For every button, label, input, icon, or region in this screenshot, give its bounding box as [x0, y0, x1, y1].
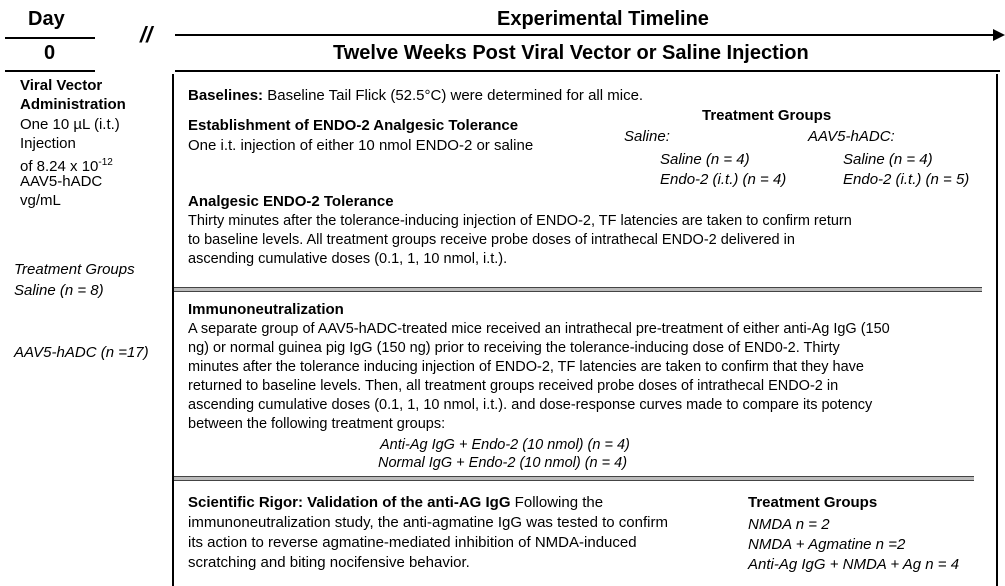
- s1-saline-item-2: Endo-2 (i.t.) (n = 4): [660, 171, 787, 188]
- section-divider-2: [174, 476, 974, 481]
- day-header: Day: [28, 8, 65, 30]
- baselines-text: Baseline Tail Flick (52.5°C) were determined for all mice.: [267, 87, 644, 104]
- left-heading-line-1: Viral Vector: [20, 77, 103, 94]
- left-treatment-label: Treatment Groups: [14, 261, 135, 278]
- tolerance-line-1: Thirty minutes after the tolerance-inducing injection of ENDO-2, TF latencies are taken to confirm return: [188, 213, 852, 229]
- header-underline: [175, 70, 1000, 72]
- s1-treatment-heading: Treatment Groups: [702, 107, 832, 124]
- left-aav-group: AAV5-hADC (n =17): [14, 344, 149, 361]
- left-heading-line-2: Administration: [20, 96, 126, 113]
- timeline-break-mark: //: [140, 22, 153, 47]
- immuno-heading: Immunoneutralization: [188, 301, 344, 318]
- timeline-title: Experimental Timeline: [497, 8, 709, 30]
- immuno-line-3: minutes after the tolerance inducing injection of ENDO-2, TF latencies are taken to confirm that they have: [188, 359, 864, 375]
- rigor-line-4: scratching and biting nocifensive behavior.: [188, 554, 470, 571]
- rigor-text-start: Following the: [510, 494, 604, 511]
- s3-group-1: NMDA n = 2: [748, 516, 830, 533]
- immuno-group-1: Anti-Ag IgG + Endo-2 (10 nmol) (n = 4): [380, 437, 630, 453]
- establishment-heading: Establishment of ENDO-2 Analgesic Tolerance: [188, 117, 519, 134]
- timeline-subtitle: Twelve Weeks Post Viral Vector or Saline Injection: [333, 42, 809, 64]
- left-body-line-1: One 10 µL (i.t.): [20, 116, 120, 133]
- s3-treatment-heading: Treatment Groups: [748, 494, 878, 511]
- establishment-text: One i.t. injection of either 10 nmol ENDO-2 or saline: [188, 137, 534, 154]
- rigor-line-3: its action to reverse agmatine-mediated inhibition of NMDA-induced: [188, 534, 637, 551]
- rigor-heading: Scientific Rigor: Validation of the anti-AG IgG: [188, 494, 511, 511]
- s3-group-2: NMDA + Agmatine n =2: [748, 536, 906, 553]
- left-body-line-4: AAV5-hADC: [20, 173, 103, 190]
- tolerance-heading: Analgesic ENDO-2 Tolerance: [188, 193, 394, 210]
- day-value: 0: [44, 42, 56, 64]
- left-body-line-2: Injection: [20, 135, 76, 152]
- immuno-group-2: Normal IgG + Endo-2 (10 nmol) (n = 4): [378, 455, 628, 471]
- section-divider-1: [174, 287, 982, 292]
- s1-aav-header: AAV5-hADC:: [808, 128, 895, 145]
- main-box-right-border: [996, 74, 998, 586]
- concentration-text: of 8.24 x 10: [20, 158, 99, 175]
- main-box-left-border: [172, 74, 174, 586]
- tolerance-line-2: to baseline levels. All treatment groups receive probe doses of intrathecal ENDO-2 delivered in: [188, 232, 795, 248]
- immuno-line-5: ascending cumulative doses (0.1, 1, 10 nmol, i.t.). and dose-response curves made to compare its potency: [188, 397, 873, 413]
- timeline-arrow: [175, 28, 1005, 42]
- s3-group-3: Anti-Ag IgG + NMDA + Ag n = 4: [748, 556, 960, 573]
- tolerance-line-3: ascending cumulative doses (0.1, 1, 10 nmol, i.t.).: [188, 251, 508, 267]
- left-saline-group: Saline (n = 8): [14, 282, 104, 299]
- s1-aav-item-1: Saline (n = 4): [843, 151, 933, 168]
- baselines-line: [188, 86, 643, 105]
- s1-aav-item-2: Endo-2 (i.t.) (n = 5): [843, 171, 970, 188]
- immuno-line-2: ng) or normal guinea pig IgG (150 ng) prior to receiving the tolerance-inducing dose of END0-2. Thirty: [188, 340, 840, 356]
- s1-saline-item-1: Saline (n = 4): [660, 151, 750, 168]
- left-body-line-5: vg/mL: [20, 192, 61, 209]
- rigor-line-2: immunoneutralization study, the anti-agmatine IgG was tested to confirm: [188, 514, 668, 531]
- immuno-line-6: between the following treatment groups:: [188, 416, 446, 432]
- day-underline: [5, 70, 95, 72]
- concentration-exponent: -12: [98, 157, 113, 168]
- immuno-line-1: A separate group of AAV5-hADC-treated mice received an intrathecal pre-treatment of either anti-Ag IgG (150: [188, 321, 890, 337]
- s1-saline-header: Saline:: [624, 128, 670, 145]
- immuno-line-4: returned to baseline levels. Then, all treatment groups received probe doses of intrathecal ENDO-2 in: [188, 378, 839, 394]
- day-divider: [5, 37, 95, 39]
- rigor-line-1: [188, 493, 603, 512]
- baselines-label: Baselines:: [188, 87, 264, 104]
